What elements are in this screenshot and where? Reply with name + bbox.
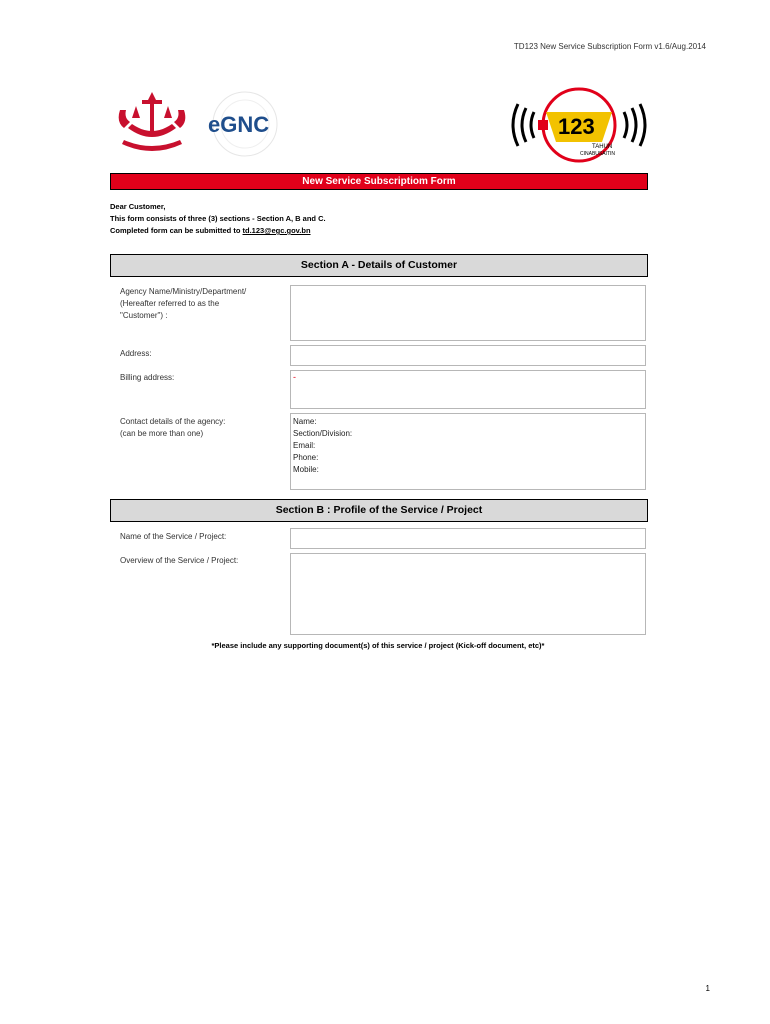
service-overview-field[interactable]: [290, 553, 646, 635]
section-a-header: Section A - Details of Customer: [110, 254, 648, 277]
contact-mobile-line: Mobile:: [293, 465, 319, 474]
intro-sections: This form consists of three (3) sections - Section A, B and C.: [110, 214, 326, 223]
address-label: Address:: [120, 349, 152, 358]
td123-logo: [506, 82, 652, 168]
page-number: 1: [705, 984, 710, 993]
td123-logo-text: 123: [558, 114, 595, 139]
td123-logo-small-text: TAHUN: [592, 144, 613, 150]
billing-address-field[interactable]: [290, 370, 646, 409]
contact-division-line: Section/Division:: [293, 429, 353, 438]
agency-name-field[interactable]: [290, 285, 646, 341]
contact-email-line: Email:: [293, 441, 316, 450]
address-field[interactable]: [290, 345, 646, 366]
td123-logo-small-text-2: CINABUSAITIN: [580, 151, 616, 157]
egnc-logo: [200, 88, 290, 160]
intro-submission: [110, 225, 326, 237]
intro-greeting: Dear Customer,: [110, 202, 166, 211]
intro-submission-prefix: Completed form can be submitted to: [110, 226, 243, 235]
service-name-field[interactable]: [290, 528, 646, 549]
form-title: New Service Subscriptiom Form: [110, 173, 648, 190]
agency-name-label: Agency Name/Ministry/Department/ (Hereafter referred to as the "Customer") :: [120, 287, 247, 320]
contact-details-label: Contact details of the agency: (can be more than one): [120, 417, 226, 438]
billing-address-label: Billing address:: [120, 373, 175, 382]
submission-email-link[interactable]: td.123@egc.gov.bn: [242, 226, 311, 235]
service-name-label: Name of the Service / Project:: [120, 532, 227, 541]
egnc-logo-text: eGNC: [208, 112, 270, 137]
billing-address-value: -: [293, 372, 296, 382]
form-intro: [110, 201, 326, 237]
document-id: TD123 New Service Subscription Form v1.6/Aug.2014: [513, 42, 706, 51]
contact-phone-line: Phone:: [293, 453, 319, 462]
section-b-header: Section B : Profile of the Service / Project: [110, 499, 648, 522]
service-overview-label: Overview of the Service / Project:: [120, 556, 239, 565]
contact-name-line: Name:: [293, 417, 317, 426]
brunei-emblem-logo: [112, 88, 192, 160]
contact-details-field[interactable]: [290, 413, 646, 490]
supporting-documents-note: *Please include any supporting document(s) of this service / project (Kick-off document, etc)*: [211, 641, 545, 650]
